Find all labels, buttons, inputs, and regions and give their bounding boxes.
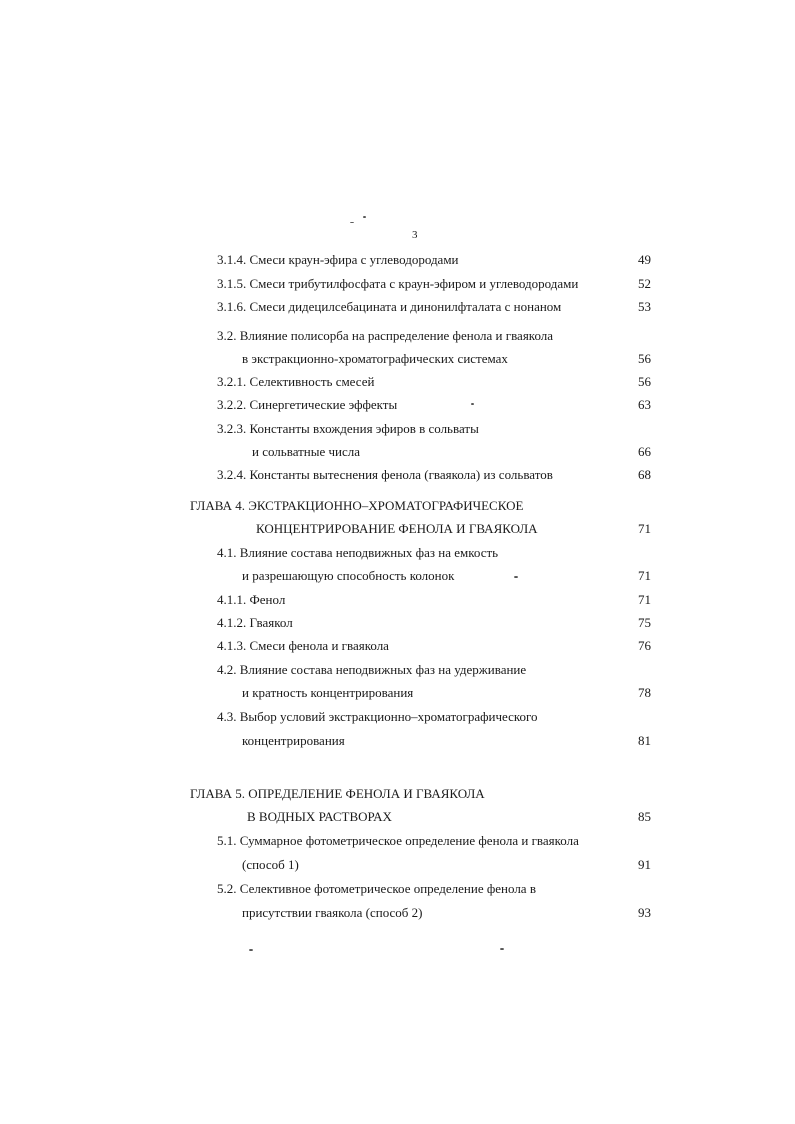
toc-page-3-1-6: 53 <box>638 299 651 314</box>
toc-entry-3-1-4: 3.1.4. Смеси краун-эфира с углеводородами <box>217 252 459 267</box>
toc-page-4-1: 71 <box>638 568 651 583</box>
toc-entry-3-2-3: 3.2.3. Константы вхождения эфиров в сольваты <box>217 421 479 436</box>
toc-entry-3-2-3-cont: и сольватные числа <box>252 444 361 459</box>
scan-speck <box>363 216 366 218</box>
toc-page-4-1-2: 75 <box>638 615 651 630</box>
toc-page-3-2-3: 66 <box>638 444 651 459</box>
toc-page-3-2-4: 68 <box>638 467 651 482</box>
toc-page-5-1: 91 <box>638 857 651 872</box>
toc-page-3-1-5: 52 <box>638 276 651 291</box>
toc-entry-5-1: 5.1. Суммарное фотометрическое определение фенола и гваякола <box>217 833 579 848</box>
toc-entry-3-2-cont: в экстракционно-хроматографических системах <box>242 351 508 366</box>
toc-entry-3-2-1: 3.2.1. Селективность смесей <box>217 374 375 389</box>
toc-entry-4-1-3: 4.1.3. Смеси фенола и гваякола <box>217 638 389 653</box>
toc-page-3-2: 56 <box>638 351 651 366</box>
toc-entry-4-1: 4.1. Влияние состава неподвижных фаз на емкость <box>217 545 499 560</box>
toc-entry-4-2-cont: и кратность концентрирования <box>242 685 414 700</box>
toc-entry-4-2: 4.2. Влияние состава неподвижных фаз на удерживание <box>217 662 527 677</box>
toc-entry-5-1-cont: (способ 1) <box>242 857 299 872</box>
toc-page-4-3: 81 <box>638 733 651 748</box>
toc-entry-4-3: 4.3. Выбор условий экстракционно–хроматографического <box>217 709 538 724</box>
toc-page-3-1-4: 49 <box>638 252 651 267</box>
scan-speck <box>500 948 504 950</box>
toc-entry-4-3-cont: концентрирования <box>242 733 345 748</box>
toc-chapter-4-cont: КОНЦЕНТРИРОВАНИЕ ФЕНОЛА И ГВАЯКОЛА <box>256 521 538 536</box>
toc-entry-3-1-6: 3.1.6. Смеси дидецилсебацината и динонилфталата с нонаном <box>217 299 562 314</box>
toc-page-chapter-4: 71 <box>638 521 651 536</box>
toc-entry-4-1-2: 4.1.2. Гваякол <box>217 615 293 630</box>
toc-entry-4-1-cont: и разрешающую способность колонок <box>242 568 455 583</box>
toc-page-4-1-1: 71 <box>638 592 651 607</box>
toc-entry-3-2-2: 3.2.2. Синергетические эффекты <box>217 397 398 412</box>
scan-speck <box>350 222 354 223</box>
scan-speck <box>249 949 253 951</box>
toc-page-chapter-5: 85 <box>638 809 651 824</box>
toc-page-3-2-2: 63 <box>638 397 651 412</box>
toc-chapter-4: ГЛАВА 4. ЭКСТРАКЦИОННО–ХРОМАТОГРАФИЧЕСКОЕ <box>190 498 524 513</box>
toc-entry-5-2-cont: присутствии гваякола (способ 2) <box>242 905 423 920</box>
toc-chapter-5: ГЛАВА 5. ОПРЕДЕЛЕНИЕ ФЕНОЛА И ГВАЯКОЛА <box>190 786 485 801</box>
toc-entry-3-2-4: 3.2.4. Константы вытеснения фенола (гваякола) из сольватов <box>217 467 553 482</box>
toc-entry-3-2: 3.2. Влияние полисорба на распределение фенола и гваякола <box>217 328 554 343</box>
toc-entry-4-1-1: 4.1.1. Фенол <box>217 592 286 607</box>
toc-entry-5-2: 5.2. Селективное фотометрическое определение фенола в <box>217 881 536 896</box>
toc-page-4-2: 78 <box>638 685 651 700</box>
scan-speck <box>514 576 518 578</box>
toc-page-5-2: 93 <box>638 905 651 920</box>
toc-page-3-2-1: 56 <box>638 374 651 389</box>
page-number: 3 <box>412 229 418 241</box>
scan-speck <box>471 403 474 405</box>
toc-entry-3-1-5: 3.1.5. Смеси трибутилфосфата с краун-эфиром и углеводородами <box>217 276 579 291</box>
toc-page-4-1-3: 76 <box>638 638 651 653</box>
toc-chapter-5-cont: В ВОДНЫХ РАСТВОРАХ <box>247 809 392 824</box>
